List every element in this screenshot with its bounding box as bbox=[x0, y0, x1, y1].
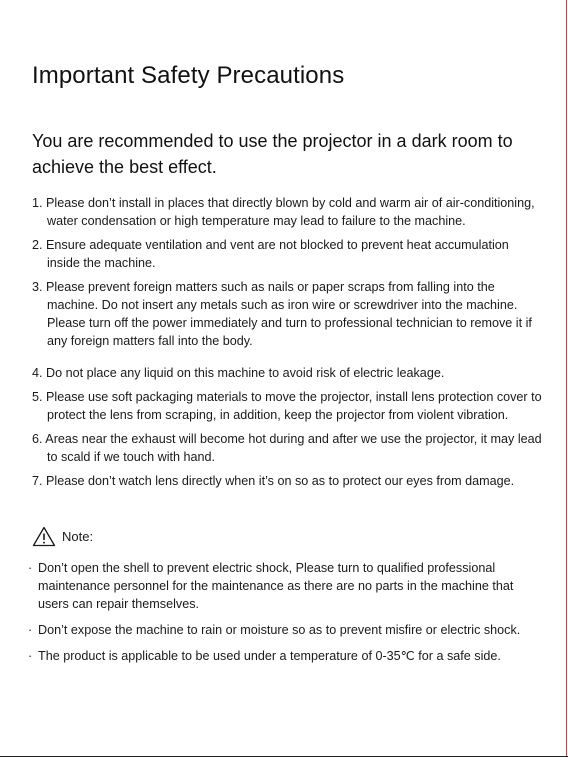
note-text: Don’t expose the machine to rain or moisture so as to prevent misfire or electric shock. bbox=[38, 623, 521, 637]
note-bullet: · bbox=[28, 649, 33, 663]
note-bullet: · bbox=[28, 561, 33, 575]
note-item bbox=[28, 559, 544, 613]
note-item bbox=[28, 647, 544, 665]
precaution-item: 6. Areas near the exhaust will become hot during and after we use the projector, it may lead to scald if we touch with hand. bbox=[32, 432, 542, 464]
note-item bbox=[28, 621, 544, 639]
precaution-item: 2. Ensure adequate ventilation and vent are not blocked to prevent heat accumulation inside the machine. bbox=[32, 238, 509, 270]
document-body bbox=[28, 62, 544, 673]
intro-text: You are recommended to use the projector in a dark room to achieve the best effect. bbox=[32, 131, 513, 177]
note-bullet: · bbox=[28, 623, 33, 637]
precaution-item: 5. Please use soft packaging materials to move the projector, install lens protection cover to protect the lens from scraping, in addition, keep the projector from violent vibration. bbox=[32, 390, 542, 422]
note-label: Note: bbox=[62, 529, 94, 544]
precautions-list bbox=[32, 194, 544, 490]
note-heading bbox=[32, 526, 544, 547]
precaution-item: 3. Please prevent foreign matters such as nails or paper scraps from falling into the machine. Do not insert any metals such as iron wire or screwdriver into the machine. Please turn off the power immediately and turn to professional technician to remove it if any foreign matters fall into the body. bbox=[32, 280, 532, 348]
precaution-item: 7. Please don’t watch lens directly when it’s on so as to protect our eyes from damage. bbox=[32, 474, 515, 488]
page-edge-right bbox=[566, 0, 567, 757]
note-list bbox=[28, 559, 544, 665]
note-text: The product is applicable to be used under a temperature of 0-35℃ for a safe side. bbox=[38, 649, 501, 663]
warning-triangle-icon bbox=[32, 526, 56, 547]
note-text: Don’t open the shell to prevent electric shock, Please turn to qualified professional maintenance personnel for the maintenance as there are no parts in the machine that users can repair themselves. bbox=[38, 561, 514, 611]
page-title: Important Safety Precautions bbox=[32, 62, 345, 89]
precaution-item: 1. Please don’t install in places that directly blown by cold and warm air of air-conditioning, water condensation or high temperature may lead to failure to the machine. bbox=[32, 196, 535, 228]
precaution-item: 4. Do not place any liquid on this machine to avoid risk of electric leakage. bbox=[32, 366, 445, 380]
